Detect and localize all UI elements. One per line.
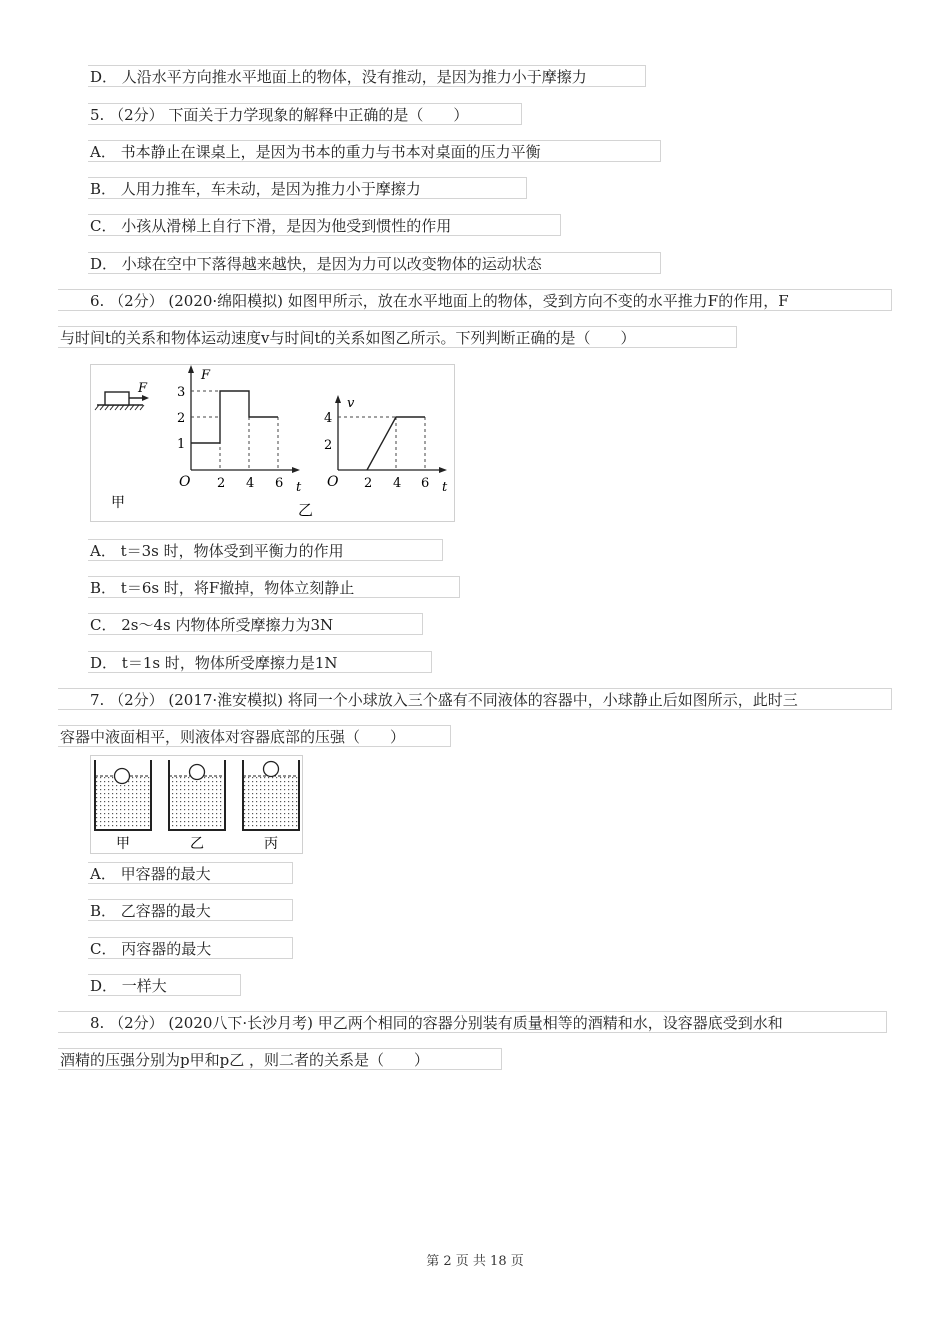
f-t-tick-4: 4 [246, 476, 255, 491]
label-yi: 乙 [298, 501, 314, 519]
q6-option-a: A． t＝3s 时，物体受到平衡力的作用 [88, 539, 443, 561]
v-origin-label: O [327, 474, 339, 490]
q6-option-b: B． t＝6s 时，将F撤掉，物体立刻静止 [88, 576, 460, 598]
f-tick-2: 2 [177, 411, 186, 426]
f-t-tick-6: 6 [275, 476, 284, 491]
q7-option-b: B． 乙容器的最大 [88, 899, 293, 921]
q5-option-d: D． 小球在空中下落得越来越快，是因为力可以改变物体的运动状态 [88, 252, 661, 274]
block-box [105, 392, 129, 405]
block-diagram [95, 381, 149, 511]
label-container-yi: 乙 [190, 836, 204, 852]
v-t-tick-4: 4 [393, 476, 402, 491]
v-tick-2: 2 [324, 438, 333, 453]
q5-option-c: C． 小孩从滑梯上自行下滑，是因为他受到惯性的作用 [88, 214, 561, 236]
q7-figure [90, 755, 303, 854]
f-tick-3: 3 [177, 385, 186, 400]
label-container-jia: 甲 [116, 836, 130, 852]
ball-yi [190, 765, 205, 780]
q6-option-c: C． 2s～4s 内物体所受摩擦力为3N [88, 613, 423, 635]
q7-option-c: C． 丙容器的最大 [88, 937, 293, 959]
v-t-tick-6: 6 [421, 476, 430, 491]
f-axis-label: F [201, 368, 211, 383]
ball-jia [115, 769, 130, 784]
f-t-graph [177, 365, 302, 495]
container-jia [95, 760, 151, 852]
q4-option-d: D． 人沿水平方向推水平地面上的物体，没有推动，是因为推力小于摩擦力 [88, 65, 646, 87]
label-container-bing: 丙 [264, 836, 278, 852]
q7-stem-line2: 容器中液面相平，则液体对容器底部的压强（ ） [58, 725, 451, 747]
q5-stem: 5. （2分） 下面关于力学现象的解释中正确的是（ ） [88, 103, 522, 125]
q6-figure [90, 364, 455, 522]
v-axis-label: v [347, 396, 355, 411]
v-t-tick-2: 2 [364, 476, 373, 491]
q6-stem-line1: 6. （2分） (2020·绵阳模拟) 如图甲所示，放在水平地面上的物体，受到方向不变的水平推力F的作用，F [58, 289, 892, 311]
f-t-tick-2: 2 [217, 476, 226, 491]
ball-bing [264, 762, 279, 777]
v-t-graph [298, 395, 448, 519]
q6-option-d: D． t＝1s 时，物体所受摩擦力是1N [88, 651, 432, 673]
container-yi [169, 760, 225, 852]
q8-stem-line2: 酒精的压强分别为p甲和p乙 ，则二者的关系是（ ） [58, 1048, 502, 1070]
q8-stem-line1: 8. （2分） (2020八下·长沙月考) 甲乙两个相同的容器分别装有质量相等的酒精和水，设容器底受到水和 [58, 1011, 887, 1033]
q6-graphs [91, 365, 454, 521]
block-force-label: F [138, 381, 148, 396]
q6-stem-line2: 与时间t的关系和物体运动速度v与时间t的关系如图乙所示。下列判断正确的是（ ） [58, 326, 737, 348]
q5-option-b: B． 人用力推车，车未动，是因为推力小于摩擦力 [88, 177, 527, 199]
v-t-axis-label: t [442, 480, 448, 495]
label-jia: 甲 [111, 495, 125, 511]
q7-stem-line1: 7. （2分） (2017·淮安模拟) 将同一个小球放入三个盛有不同液体的容器中，小球静止后如图所示，此时三 [58, 688, 892, 710]
q5-option-a: A． 书本静止在课桌上，是因为书本的重力与书本对桌面的压力平衡 [88, 140, 661, 162]
f-tick-1: 1 [177, 437, 186, 452]
v-tick-4: 4 [324, 411, 333, 426]
f-origin-label: O [179, 474, 191, 490]
f-t-axis-label: t [296, 480, 302, 495]
container-bing [243, 760, 299, 852]
q7-option-a: A． 甲容器的最大 [88, 862, 293, 884]
q7-option-d: D． 一样大 [88, 974, 241, 996]
q7-containers [91, 756, 302, 853]
page-number: 第 2 页 共 18 页 [426, 1254, 524, 1269]
